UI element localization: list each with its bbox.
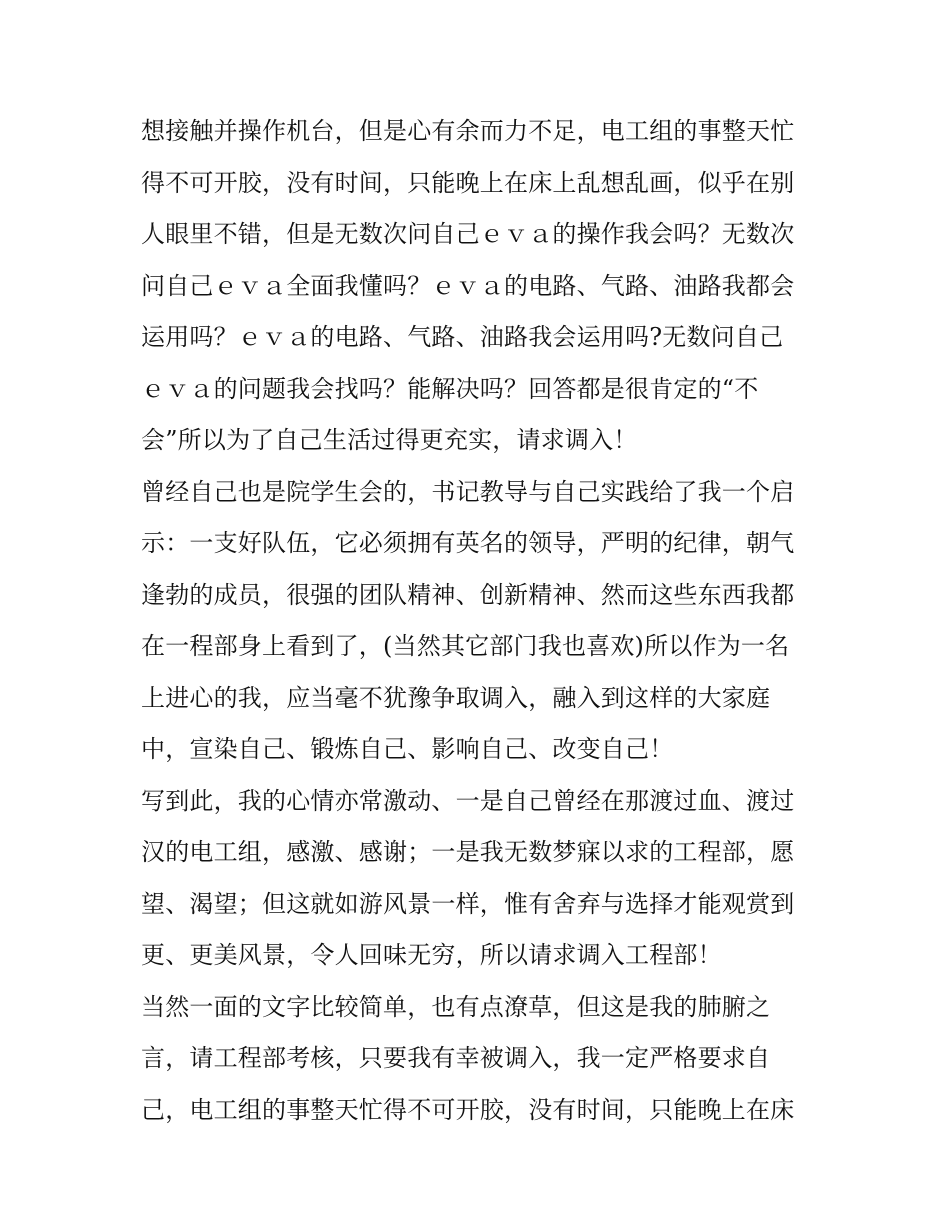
document-body bbox=[141, 106, 821, 1136]
text-line: 己，电工组的事整天忙得不可开胶，没有时间，只能晚上在床 bbox=[141, 1095, 795, 1124]
text-line: 问自己ｅｖａ全面我懂吗？ｅｖａ的电路、气路、油路我都会 bbox=[141, 271, 795, 300]
text-line: 写到此，我的心情亦常激动、一是自己曾经在那渡过血、渡过 bbox=[141, 786, 795, 815]
text-line: 人眼里不错，但是无数次问自己ｅｖａ的操作我会吗？无数次 bbox=[141, 220, 795, 248]
text-line: 汉的电工组，感激、感谢；一是我无数梦寐以求的工程部，愿 bbox=[141, 838, 795, 866]
text-line: 示：一支好队伍，它必须拥有英名的领导，严明的纪律，朝气 bbox=[141, 529, 795, 557]
text-line: 更、更美风景，令人回味无穷，所以请求调入工程部！ bbox=[141, 941, 722, 969]
text-line: 会”所以为了自己生活过得更充实，请求调入！ bbox=[141, 426, 638, 454]
text-line: 得不可开胶，没有时间，只能晚上在床上乱想乱画，似乎在别 bbox=[141, 168, 795, 197]
text-line: 上进心的我，应当毫不犹豫争取调入，融入到这样的大家庭 bbox=[141, 683, 771, 712]
text-line: 逢勃的成员，很强的团队精神、创新精神、然而这些东西我都 bbox=[141, 580, 795, 609]
text-line: ｅｖａ的问题我会找吗？能解决吗？回答都是很肯定的“不 bbox=[141, 374, 759, 403]
text-line: 言，请工程部考核，只要我有幸被调入，我一定严格要求自 bbox=[141, 1044, 771, 1072]
text-line: 曾经自己也是院学生会的，书记教导与自己实践给了我一个启 bbox=[141, 477, 795, 506]
text-line: 在一程部身上看到了，(当然其它部门我也喜欢)所以作为一名 bbox=[141, 632, 790, 660]
text-line: 中，宣染自己、锻炼自己、影响自己、改变自己！ bbox=[141, 735, 674, 763]
text-line: 望、渴望；但这就如游风景一样，惟有舍弃与选择才能观赏到 bbox=[141, 889, 795, 918]
text-line: 当然一面的文字比较简单，也有点潦草，但这是我的肺腑之 bbox=[141, 992, 771, 1021]
text-line: 想接触并操作机台，但是心有余而力不足，电工组的事整天忙 bbox=[141, 117, 795, 145]
text-line: 运用吗？ｅｖａ的电路、气路、油路我会运用吗?无数问自己 bbox=[141, 323, 784, 351]
